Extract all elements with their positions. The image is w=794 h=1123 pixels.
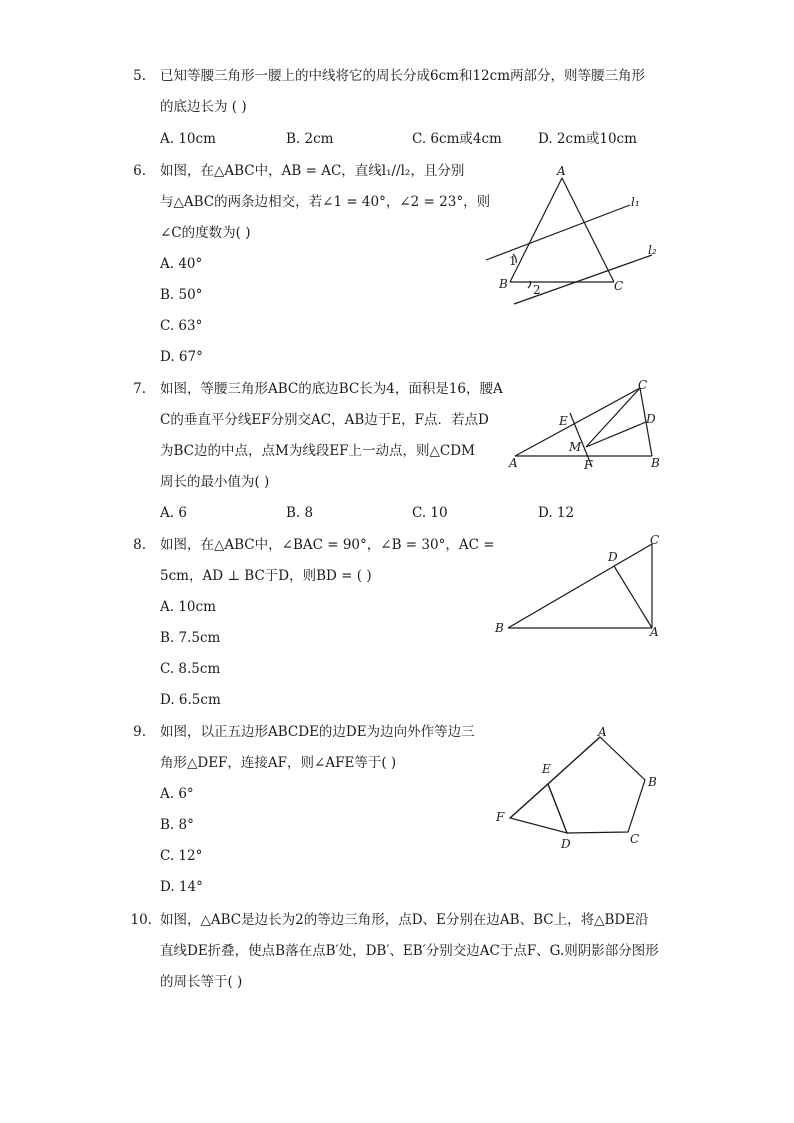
option-a: A. 40° bbox=[160, 256, 203, 272]
question-text-line: 的底边长为 ( ) bbox=[160, 99, 247, 115]
vertex-d-label: D bbox=[561, 837, 571, 851]
question-text-line: 的周长等于( ) bbox=[160, 974, 243, 990]
angle-2-label: 2 bbox=[533, 283, 541, 297]
right-triangle-altitude-figure bbox=[490, 532, 670, 642]
vertex-a-label: A bbox=[557, 164, 566, 178]
vertex-b-label: B bbox=[648, 775, 657, 789]
question-text-line: 与△ABC的两条边相交，若∠1 = 40°，∠2 = 23°，则 bbox=[160, 194, 491, 210]
line-l2-label: l₂ bbox=[648, 243, 657, 257]
point-d-label: D bbox=[608, 550, 618, 564]
line-l1 bbox=[486, 205, 630, 260]
question-text-line: 如图，在△ABC中，AB = AC，直线l₁//l₂，且分别 bbox=[160, 163, 465, 179]
angle-1-label: 1 bbox=[509, 254, 517, 268]
point-d-label: D bbox=[646, 412, 656, 426]
option-a: A. 6 bbox=[160, 505, 187, 521]
option-b: B. 7.5cm bbox=[160, 630, 221, 646]
segment-cm bbox=[586, 388, 640, 447]
option-d: D. 12 bbox=[538, 505, 575, 521]
vertex-f-label: F bbox=[496, 810, 505, 824]
vertex-b-label: B bbox=[651, 456, 660, 470]
option-a: A. 10cm bbox=[160, 599, 216, 615]
vertex-b-label: B bbox=[495, 621, 504, 635]
vertex-c-label: C bbox=[630, 832, 640, 846]
option-c: C. 6cm或4cm bbox=[412, 131, 502, 147]
option-d: D. 6.5cm bbox=[160, 692, 221, 708]
question-text-line: 如图，以正五边形ABCDE的边DE为边向外作等边三 bbox=[160, 724, 475, 740]
pentagon-abcde bbox=[548, 737, 645, 833]
side-ab bbox=[510, 178, 562, 282]
question-text-line: 角形△DEF，连接AF，则∠AFE等于( ) bbox=[160, 755, 397, 771]
point-f-label: F bbox=[584, 458, 593, 472]
side-bc bbox=[508, 544, 652, 628]
vertex-c-label: C bbox=[650, 533, 660, 547]
option-b: B. 8° bbox=[160, 817, 194, 833]
question-text-line: 直线DE折叠，使点B落在点B′处，DB′、EB′分别交边AC于点F、G.则阴影部分图形 bbox=[160, 943, 659, 959]
option-c: C. 10 bbox=[412, 505, 448, 521]
option-b: B. 50° bbox=[160, 287, 203, 303]
vertex-a-label: A bbox=[509, 456, 518, 470]
line-l1-label: l₁ bbox=[631, 195, 640, 209]
question-text-line: 5cm，AD ⊥ BC于D，则BD = ( ) bbox=[160, 568, 372, 584]
vertex-c-label: C bbox=[614, 279, 624, 293]
question-number: 8. bbox=[133, 537, 146, 553]
question-text-line: 如图，△ABC是边长为2的等边三角形，点D、E分别在边AB、BC上，将△BDE沿 bbox=[160, 912, 649, 928]
vertex-e-label: E bbox=[542, 762, 551, 776]
question-text-line: ∠C的度数为( ) bbox=[160, 225, 251, 241]
question-text-line: 为BC边的中点，点M为线段EF上一动点，则△CDM bbox=[160, 443, 475, 459]
option-b: B. 2cm bbox=[286, 131, 334, 147]
pentagon-triangle-figure bbox=[490, 722, 670, 857]
point-e-label: E bbox=[559, 414, 568, 428]
question-text-line: C的垂直平分线EF分别交AC，AB边于E，F点．若点D bbox=[160, 412, 489, 428]
question-number: 9. bbox=[133, 724, 146, 740]
option-d: D. 2cm或10cm bbox=[538, 131, 637, 147]
triangle-parallel-lines-figure bbox=[480, 160, 670, 310]
segment-md bbox=[586, 422, 646, 447]
option-d: D. 14° bbox=[160, 879, 203, 895]
vertex-b-label: B bbox=[499, 277, 508, 291]
question-number: 6. bbox=[133, 163, 146, 179]
side-ac bbox=[562, 178, 614, 282]
isosceles-triangle-bisector-figure bbox=[500, 375, 670, 475]
vertex-c-label: C bbox=[638, 378, 648, 392]
question-text-line: 如图，在△ABC中，∠BAC = 90°，∠B = 30°，AC = bbox=[160, 537, 495, 553]
question-text-line: 周长的最小值为( ) bbox=[160, 474, 270, 490]
option-c: C. 63° bbox=[160, 318, 203, 334]
option-a: A. 6° bbox=[160, 786, 194, 802]
question-number: 5. bbox=[133, 68, 146, 84]
option-b: B. 8 bbox=[286, 505, 314, 521]
question-text-line: 如图，等腰三角形ABC的底边BC长为4，面积是16，腰A bbox=[160, 381, 503, 397]
vertex-a-label: A bbox=[650, 625, 659, 639]
segment-af bbox=[510, 737, 600, 818]
option-a: A. 10cm bbox=[160, 131, 216, 147]
option-c: C. 8.5cm bbox=[160, 661, 221, 677]
question-text-line: 已知等腰三角形一腰上的中线将它的周长分成6cm和12cm两部分，则等腰三角形 bbox=[160, 68, 645, 84]
question-number: 7. bbox=[133, 381, 146, 397]
triangle-def bbox=[510, 784, 567, 833]
vertex-a-label: A bbox=[598, 725, 607, 739]
question-number: 10. bbox=[130, 912, 152, 928]
option-d: D. 67° bbox=[160, 349, 203, 365]
point-m-label: M bbox=[569, 440, 582, 454]
option-c: C. 12° bbox=[160, 848, 203, 864]
altitude-ad bbox=[614, 566, 652, 628]
